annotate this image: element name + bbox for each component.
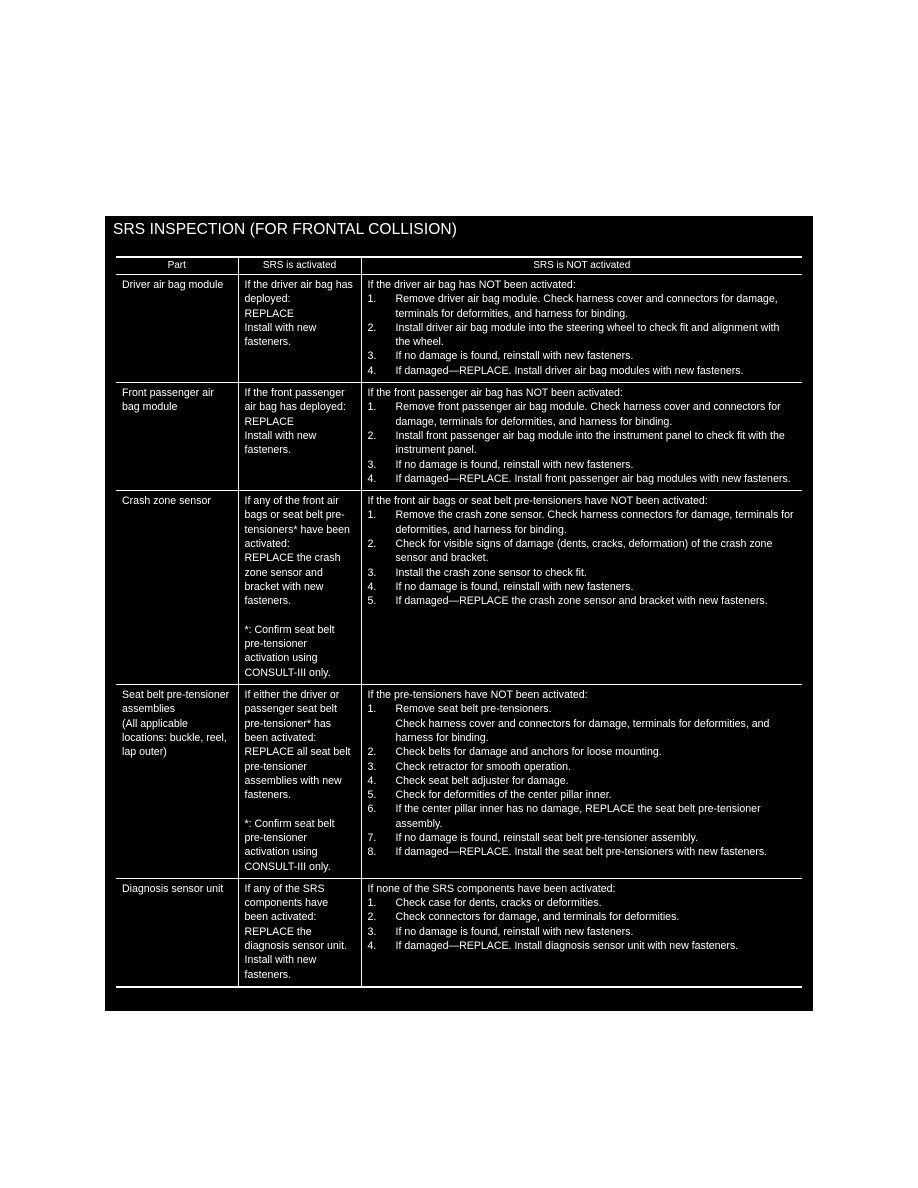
step-item [368,831,797,845]
step-item [368,508,797,537]
step-item [368,472,797,486]
step-number: 1. [367,897,377,910]
srs-inspection-table [116,256,802,988]
step-item [368,788,797,802]
step-number: 4. [367,472,377,485]
part-cell: Seat belt pre-tensioner assemblies (All applicable locations: buckle, reel, lap outer) [116,685,238,879]
step-number: 3. [367,760,377,773]
step-text: Check for deformities of the center pillar inner. [395,789,612,802]
step-item [368,925,797,939]
step-number: 2. [367,321,377,334]
step-item [368,745,797,759]
step-item [368,939,797,953]
table-header-row [116,257,802,275]
step-item [368,566,797,580]
not-activated-intro: If the front passenger air bag has NOT been activated: [367,387,623,400]
step-text: If damaged—REPLACE. Install front passenger air bag modules with new fasteners. [395,472,791,485]
not-activated-intro: If the front air bags or seat belt pre-tensioners have NOT been activated: [367,495,708,508]
step-list [368,508,797,608]
table-row [116,383,802,491]
not-activated-intro: If the driver air bag has NOT been activated: [367,279,576,291]
step-item [368,594,797,608]
not-activated-cell [361,383,802,491]
step-number: 5. [367,789,377,802]
step-number: 8. [367,846,377,859]
activated-cell: If any of the SRS components have been activated: REPLACE the diagnosis sensor unit. Install with new fasteners. [238,878,361,987]
step-text: Check for visible signs of damage (dents, cracks, deformation) of the crash zone sensor and bracket. [395,538,773,565]
step-number: 2. [367,429,377,442]
step-text: Check case for dents, cracks or deformities. [395,897,602,910]
header-srs-activated: SRS is activated [238,257,361,275]
step-number: 4. [367,774,377,787]
not-activated-cell [361,878,802,987]
table-row [116,275,802,383]
step-number: 3. [367,458,377,471]
step-item [368,896,797,910]
step-text: If no damage is found, reinstall seat belt pre-tensioner assembly. [395,831,698,844]
step-item [368,702,797,745]
step-number: 4. [367,580,377,593]
srs-inspection-panel [105,216,813,1011]
step-item [368,349,797,363]
activated-cell: If either the driver or passenger seat belt pre-tensioner* has been activated: REPLACE all seat belt pre-tensioner assemblies with new fasteners. *: Confirm seat belt pre-tensioner activation using CONSULT-III only. [238,685,361,879]
not-activated-intro: If the pre-tensioners have NOT been activated: [367,689,588,702]
step-text: If no damage is found, reinstall with new fasteners. [395,350,634,363]
step-item [368,458,797,472]
not-activated-cell [361,491,802,685]
step-text: If damaged—REPLACE the crash zone sensor and bracket with new fasteners. [395,595,768,608]
step-text: Remove seat belt pre-tensioners. Check harness cover and connectors for damage, terminals for deformities, and harness for binding. [395,703,770,744]
step-item [368,774,797,788]
panel-title: SRS INSPECTION (FOR FRONTAL COLLISION) [113,221,457,238]
step-item [368,845,797,859]
step-text: Install front passenger air bag module into the instrument panel to check fit with the instrument panel. [395,429,785,457]
step-item [368,292,797,321]
step-number: 1. [367,401,377,414]
step-item [368,321,797,350]
step-number: 3. [367,350,377,363]
step-text: Check belts for damage and anchors for loose mounting. [395,746,662,759]
step-text: If damaged—REPLACE. Install the seat belt pre-tensioners with new fasteners. [395,846,768,859]
step-text: Check retractor for smooth operation. [395,760,571,773]
not-activated-cell [361,275,802,383]
step-number: 2. [367,538,377,551]
step-number: 1. [367,293,377,306]
activated-cell: If any of the front air bags or seat belt pre-tensioners* have been activated: REPLACE the crash zone sensor and bracket with new fasteners. *: Confirm seat belt pre-tensioner activation using CONSULT-III only. [238,491,361,685]
step-number: 4. [367,940,377,953]
step-number: 7. [367,831,377,844]
step-number: 3. [367,925,377,938]
step-text: If no damage is found, reinstall with new fasteners. [395,458,634,471]
step-item [368,537,797,566]
step-text: If no damage is found, reinstall with new fasteners. [395,580,634,593]
step-text: Install driver air bag module into the steering wheel to check fit and alignment with the wheel. [395,321,780,349]
part-cell: Front passenger air bag module [116,383,238,491]
step-text: Remove driver air bag module. Check harness cover and connectors for damage, terminals for deformities, and harness for binding. [395,293,778,320]
table-row [116,491,802,685]
step-text: If damaged—REPLACE. Install driver air bag modules with new fasteners. [395,364,744,377]
step-text: Remove the crash zone sensor. Check harness connectors for damage, terminals for deformities, and harness for binding. [395,509,794,536]
step-list [368,702,797,859]
step-text: Check seat belt adjuster for damage. [395,774,569,787]
not-activated-intro: If none of the SRS components have been activated: [367,882,616,895]
header-part: Part [116,257,238,275]
table-row [116,878,802,987]
step-item [368,910,797,924]
activated-cell: If the driver air bag has deployed: REPLACE Install with new fasteners. [238,275,361,383]
step-text: Remove front passenger air bag module. Check harness cover and connectors for damage, terminals for deformities, and harness for binding. [395,401,781,428]
step-text: If damaged—REPLACE. Install diagnosis sensor unit with new fasteners. [395,940,739,953]
step-text: If no damage is found, reinstall with new fasteners. [395,925,634,938]
step-text: If the center pillar inner has no damage, REPLACE the seat belt pre-tensioner assembly. [395,803,761,830]
table-row [116,685,802,879]
step-list [368,292,797,378]
step-item [368,400,797,429]
step-number: 3. [367,566,377,579]
step-text: Install the crash zone sensor to check fit. [395,566,587,579]
step-text: Check connectors for damage, and terminals for deformities. [395,911,680,924]
step-number: 2. [367,911,377,924]
part-cell: Crash zone sensor [116,491,238,685]
step-list [368,400,797,486]
step-item [368,429,797,458]
not-activated-cell [361,685,802,879]
part-cell: Diagnosis sensor unit [116,878,238,987]
step-number: 2. [367,746,377,759]
step-item [368,802,797,831]
step-item [368,580,797,594]
header-srs-not-activated: SRS is NOT activated [361,257,802,275]
part-cell: Driver air bag module [116,275,238,383]
step-list [368,896,797,953]
step-number: 1. [367,703,377,716]
step-item [368,760,797,774]
step-number: 5. [367,595,377,608]
step-item [368,364,797,378]
step-number: 6. [367,803,377,816]
step-number: 1. [367,509,377,522]
activated-cell: If the front passenger air bag has deployed: REPLACE Install with new fasteners. [238,383,361,491]
step-number: 4. [367,364,377,377]
